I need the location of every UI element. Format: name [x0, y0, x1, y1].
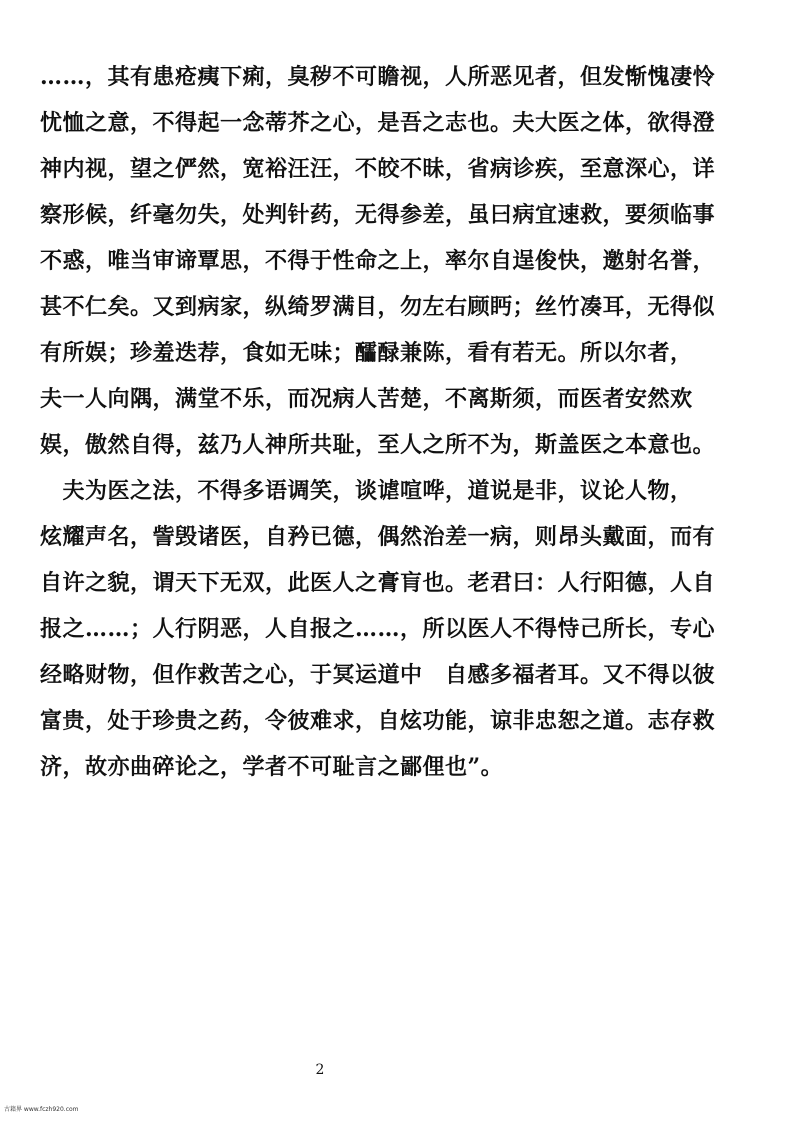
text-line-3: 神内视，望之俨然，宽裕汪汪，不皎不昧，省病诊疾，至意深心，详 [40, 156, 716, 182]
text-line-15: 富贵，处于珍贵之药，令彼难求，自炫功能，谅非忠恕之道。志存救 [40, 708, 716, 734]
page-number: 2 [315, 1062, 325, 1078]
text-line-10: 夫为医之法，不得多语调笑，谈谑喧哗，道说是非，议论人物， [40, 478, 693, 504]
text-line-6: 甚不仁矣。又到病家，纵绮罗满目，勿左右顾眄；丝竹凑耳，无得似 [40, 294, 716, 320]
text-line-8: 夫一人向隅，满堂不乐，而况病人苦楚，不离斯须，而医者安然欢 [40, 386, 693, 412]
text-line-13: 报之……；人行阴恶，人自报之……，所以医人不得恃己所长，专心 [40, 616, 716, 642]
text-line-4: 察形候，纤毫勿失，处判针药，无得参差，虽曰病宜速救，要须临事 [40, 202, 716, 228]
text-line-2: 忧恤之意，不得起一念蒂芥之心，是吾之志也。夫大医之体，欲得澄 [40, 110, 716, 136]
watermark: 古籍界 www.fczh920.com [4, 1106, 79, 1113]
text-line-7: 有所娱；珍羞迭荐，食如无味；醽醁兼陈，看有若无。所以尔者， [40, 340, 693, 366]
text-line-5: 不惑，唯当审谛覃思，不得于性命之上，率尔自逞俊快，邀射名誉， [40, 248, 716, 274]
text-line-12: 自许之貌，谓天下无双，此医人之膏肓也。老君曰：人行阳德，人自 [40, 570, 716, 596]
text-line-1: ……，其有患疮痍下痢，臭秽不可瞻视，人所恶见者，但发惭愧凄怜 [40, 64, 716, 90]
text-line-14: 经略财物，但作救苦之心，于冥运道中 自感多福者耳。又不得以彼 [40, 662, 716, 688]
text-line-11: 炫耀声名，訾毁诸医，自矜已德，偶然治差一病，则昂头戴面，而有 [40, 524, 716, 550]
text-line-9: 娱，傲然自得，兹乃人神所共耻，至人之所不为，斯盖医之本意也。 [40, 432, 716, 458]
text-line-16: 济，故亦曲碎论之，学者不可耻言之鄙俚也”。 [40, 754, 504, 780]
